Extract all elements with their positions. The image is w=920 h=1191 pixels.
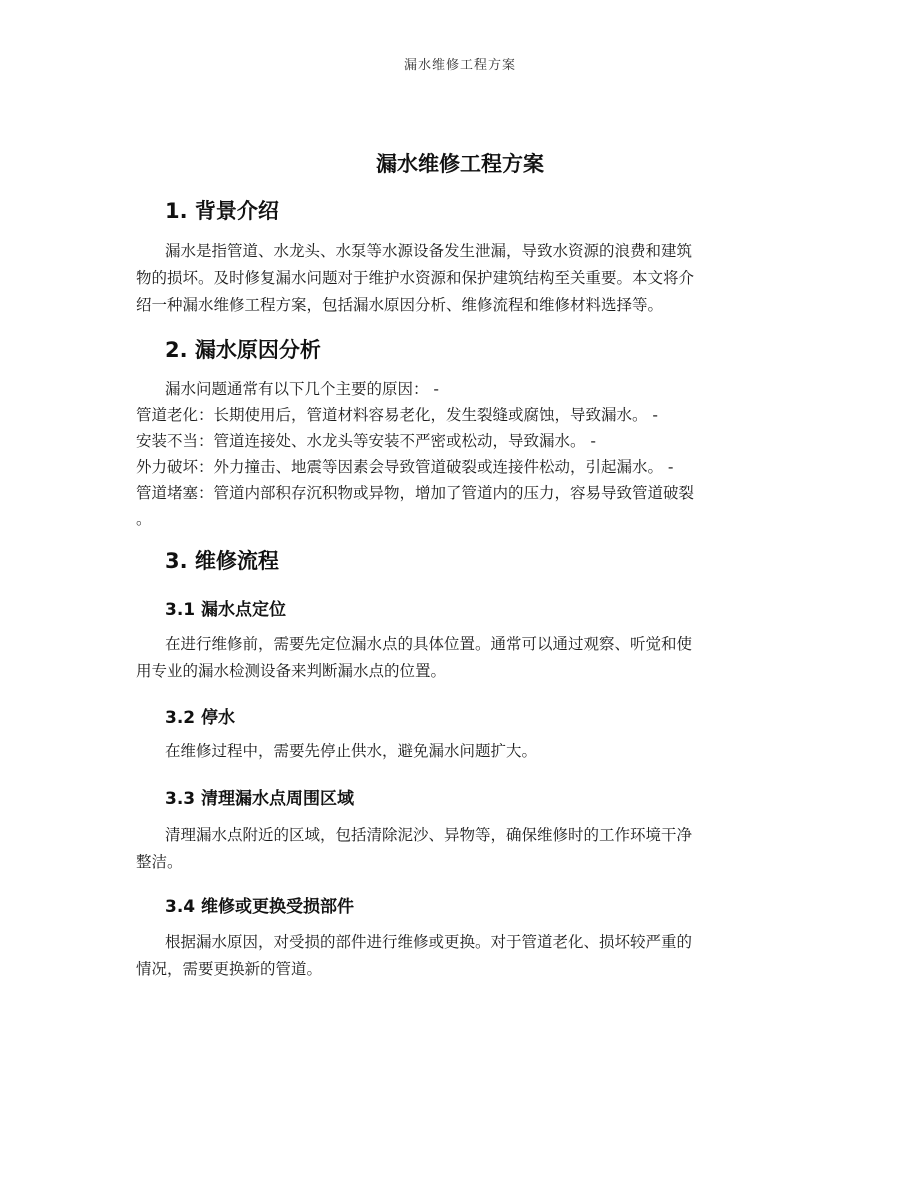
document-title: 漏水维修工程方案 xyxy=(376,152,544,176)
text-line: 。 xyxy=(136,510,152,528)
text-line: 管道堵塞：管道内部积存沉积物或异物，增加了管道内的压力，容易导致管道破裂 xyxy=(136,484,695,502)
text-line: 外力破坏：外力撞击、地震等因素会导致管道破裂或连接件松动，引起漏水。 - xyxy=(136,458,674,476)
subsection-heading-stop-water: 3.2 停水 xyxy=(165,708,236,728)
section-heading-background: 1. 背景介绍 xyxy=(165,199,279,223)
text-line: 漏水是指管道、水龙头、水泵等水源设备发生泄漏，导致水资源的浪费和建筑 xyxy=(165,242,693,260)
repair-replace-paragraph xyxy=(136,929,786,983)
page-header: 漏水维修工程方案 xyxy=(403,58,516,73)
text-line: 绍一种漏水维修工程方案，包括漏水原因分析、维修流程和维修材料选择等。 xyxy=(136,296,664,314)
section-heading-causes: 2. 漏水原因分析 xyxy=(165,338,321,362)
text-line: 在维修过程中，需要先停止供水，避免漏水问题扩大。 xyxy=(165,742,538,760)
text-line: 在进行维修前，需要先定位漏水点的具体位置。通常可以通过观察、听觉和使 xyxy=(165,635,693,653)
section-heading-process: 3. 维修流程 xyxy=(165,549,279,573)
stop-water-paragraph xyxy=(136,738,786,765)
text-line: 安装不当：管道连接处、水龙头等安装不严密或松动，导致漏水。 - xyxy=(136,432,597,450)
locate-paragraph xyxy=(136,631,786,685)
subsection-heading-locate: 3.1 漏水点定位 xyxy=(165,600,287,620)
text-line: 漏水问题通常有以下几个主要的原因： - xyxy=(165,380,440,398)
subsection-heading-repair-replace: 3.4 维修或更换受损部件 xyxy=(165,897,355,917)
text-line: 管道老化：长期使用后，管道材料容易老化，发生裂缝或腐蚀，导致漏水。 - xyxy=(136,406,659,424)
clean-area-paragraph xyxy=(136,822,786,876)
text-line: 情况，需要更换新的管道。 xyxy=(136,960,323,978)
text-line: 根据漏水原因，对受损的部件进行维修或更换。对于管道老化、损坏较严重的 xyxy=(165,933,693,951)
text-line: 整洁。 xyxy=(136,853,183,871)
causes-paragraph xyxy=(136,376,786,532)
text-line: 用专业的漏水检测设备来判断漏水点的位置。 xyxy=(136,662,447,680)
background-paragraph xyxy=(136,238,786,319)
text-line: 物的损坏。及时修复漏水问题对于维护水资源和保护建筑结构至关重要。本文将介 xyxy=(136,269,695,287)
text-line: 清理漏水点附近的区域，包括清除泥沙、异物等，确保维修时的工作环境干净 xyxy=(165,826,693,844)
subsection-heading-clean-area: 3.3 清理漏水点周围区域 xyxy=(165,789,355,809)
